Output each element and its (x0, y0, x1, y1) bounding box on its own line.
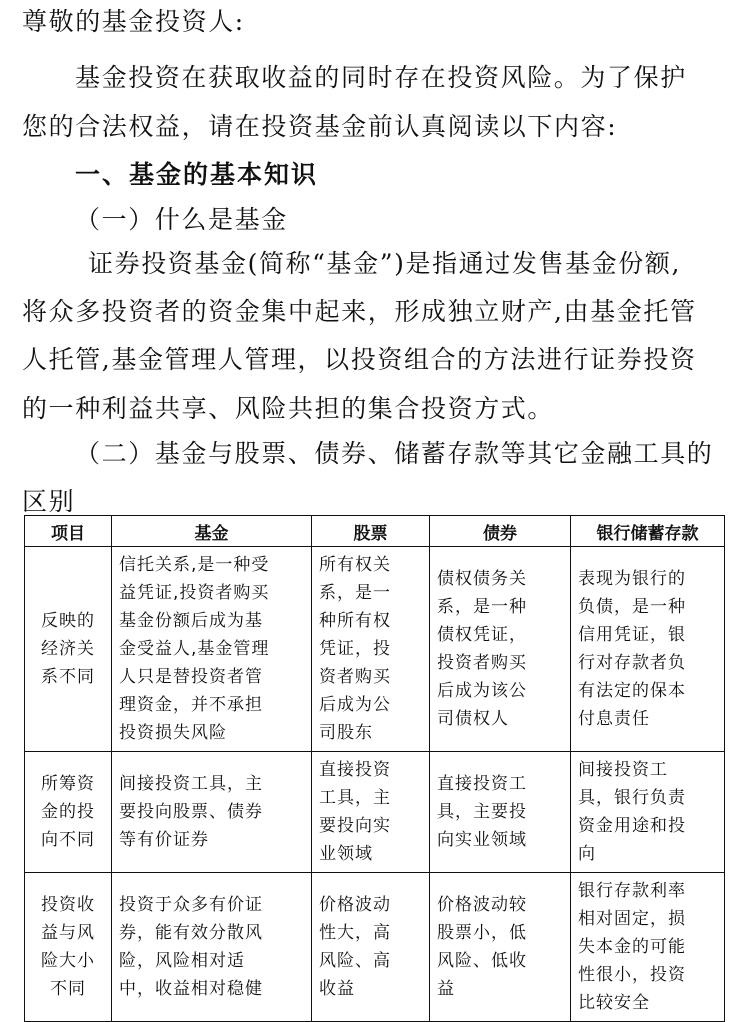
deposit-cell: 表现为银行的 负债，是一种 信用凭证，银 行对存款者负 有法定的保本 付息责任 (571, 547, 725, 752)
header-deposit: 银行储蓄存款 (571, 516, 725, 547)
fund-cell: 间接投资工具，主 要投向股票、债券 等有价证券 (112, 752, 312, 873)
bond-cell: 债权债务关 系，是一种 债权凭证， 投资者购买 后成为该公 司债权人 (430, 547, 571, 752)
table-row (25, 873, 725, 1022)
paragraph-1-line-4: 的一种利益共享、风险共担的集合投资方式。 (22, 394, 555, 423)
paragraph-1-line-2: 将众多投资者的资金集中起来，形成独立财产,由基金托管 (22, 297, 697, 326)
table-header-row (25, 516, 725, 547)
paragraph-1-line-3: 人托管,基金管理人管理，以投资组合的方法进行证券投资 (22, 345, 697, 374)
fund-cell: 信托关系,是一种受 益凭证,投资者购买 基金份额后成为基 金受益人,基金管理 人只是替投资者管 理资金，并不承担 投资损失风险 (112, 547, 312, 752)
salutation: 尊敬的基金投资人: (22, 7, 245, 36)
stock-cell: 价格波动 性大，高 风险、高 收益 (312, 873, 430, 1022)
fund-cell: 投资于众多有价证 券，能有效分散风 险，风险相对适 中，收益相对稳健 (112, 873, 312, 1022)
header-bond: 债券 (430, 516, 571, 547)
subsection-2-title-line-1: （二）基金与股票、债券、储蓄存款等其它金融工具的 (75, 439, 714, 468)
row-label: 反映的 经济关 系不同 (25, 547, 112, 752)
header-stock: 股票 (312, 516, 430, 547)
bond-cell: 价格波动较 股票小，低 风险、低收 益 (430, 873, 571, 1022)
subsection-2-title-line-2: 区别 (22, 487, 76, 516)
table-row (25, 752, 725, 873)
intro-line-2: 您的合法权益，请在投资基金前认真阅读以下内容: (22, 112, 618, 141)
section-title: 一、基金的基本知识 (75, 160, 319, 189)
intro-line-1: 基金投资在获取收益的同时存在投资风险。为了保护 (75, 63, 687, 92)
row-label: 投资收 益与风 险大小 不同 (25, 873, 112, 1022)
deposit-cell: 间接投资工 具，银行负责 资金用途和投 向 (571, 752, 725, 873)
stock-cell: 所有权关 系，是一 种所有权 凭证，投 资者购买 后成为公 司股东 (312, 547, 430, 752)
stock-cell: 直接投资 工具，主 要投向实 业领域 (312, 752, 430, 873)
table-row (25, 547, 725, 752)
row-label: 所筹资 金的投 向不同 (25, 752, 112, 873)
comparison-table (24, 515, 725, 1022)
header-item: 项目 (25, 516, 112, 547)
paragraph-1-line-1: 证券投资基金(简称“基金”)是指通过发售基金份额, (88, 249, 682, 278)
bond-cell: 直接投资工 具，主要投 向实业领域 (430, 752, 571, 873)
header-fund: 基金 (112, 516, 312, 547)
deposit-cell: 银行存款利率 相对固定，损 失本金的可能 性很小，投资 比较安全 (571, 873, 725, 1022)
subsection-1-title: （一）什么是基金 (75, 205, 288, 234)
